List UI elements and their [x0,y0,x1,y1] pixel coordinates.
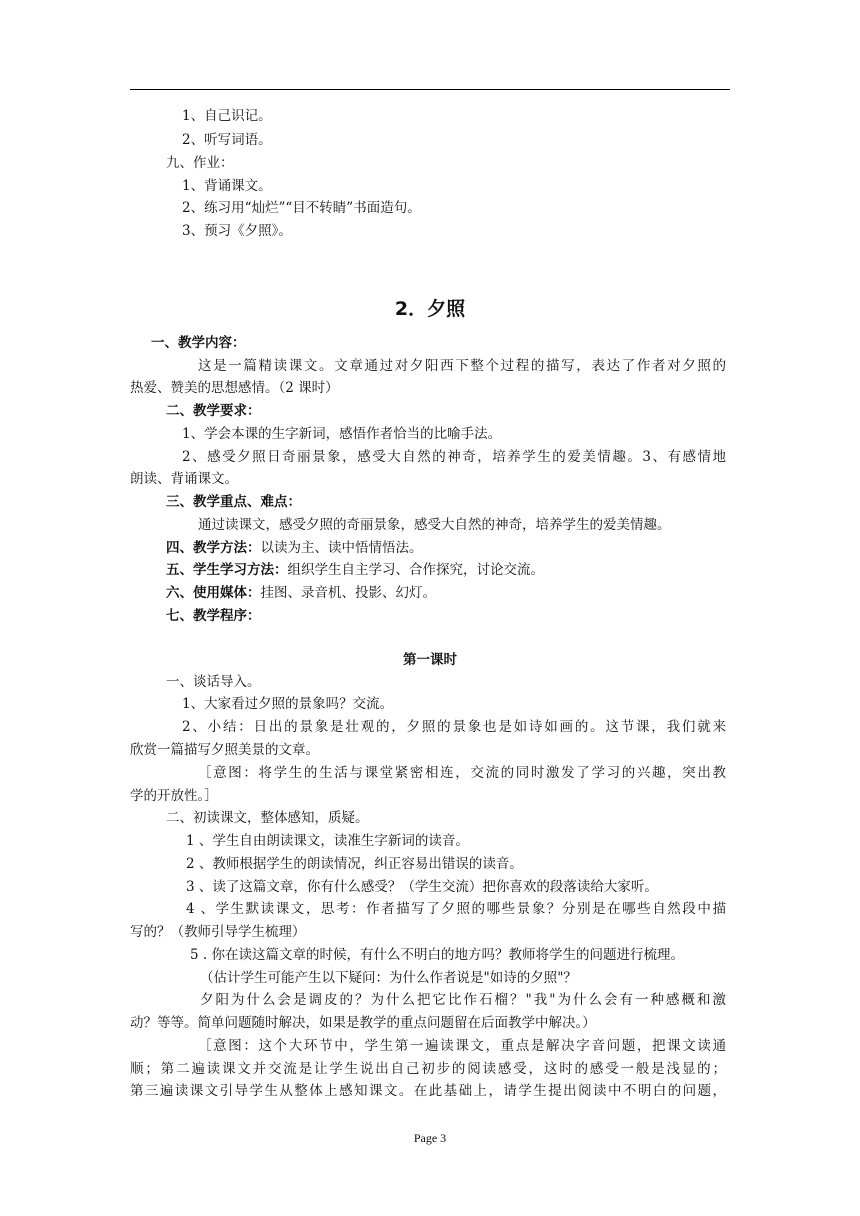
list-item: 2 、教师根据学生的朗读情况，纠正容易出错误的读音。 [186,856,523,872]
list-item: 1、学会本课的生字新词，感悟作者恰当的比喻手法。 [182,426,502,442]
list-item: 2、感受夕照日奇丽景象，感受大自然的神奇，培养学生的爱美情趣。3、有感情地 [182,449,726,465]
list-item: 3、预习《夕照》。 [182,223,292,239]
section-row [166,583,436,603]
list-item: 5 . 你在读这篇文章的时候，有什么不明白的地方吗？教师将学生的问题进行梳理。 [190,947,684,963]
list-item: 4 、学生默读课文，思考：作者描写了夕照的哪些景象？分别是在哪些自然段中描 [186,901,726,917]
page-number: Page 3 [413,1131,447,1145]
paragraph-line: 1、大家看过夕照的景象吗？交流。 [182,696,394,712]
paragraph-line: 第三遍读课文引导学生从整体上感知课文。在此基础上，请学生提出阅读中不明白的问题， [130,1083,726,1099]
section-body: 以读为主、读中悟情悟法。 [260,540,423,556]
paragraph-line: 朗读、背诵课文。 [130,471,238,487]
section-heading: 二、教学要求： [166,403,261,419]
paragraph-line: 欣赏一篇描写夕照美景的文章。 [130,742,319,758]
header-rule [130,89,730,90]
list-item: 1、自己识记。 [182,108,272,124]
list-item: 3 、读了这篇文章，你有什么感受？（学生交流）把你喜欢的段落读给大家听。 [186,879,658,895]
lesson-title: 2．夕照 [394,298,466,320]
homework-heading: 九、作业： [166,155,234,171]
section-row [166,538,423,558]
paragraph-line: 学的开放性。］ [130,788,218,804]
paragraph-line: 顺；第二遍读课文并交流是让学生说出自己初步的阅读感受，这时的感受一般是浅显的； [130,1061,726,1077]
section-body: 组织学生自主学习、合作探究，讨论交流。 [287,562,544,578]
paragraph-line: 这是一篇精读课文。文章通过对夕阳西下整个过程的描写，表达了作者对夕照的 [198,358,726,374]
section-heading: 三、教学重点、难点： [166,494,301,510]
paragraph-line: 热爱、赞美的思想感情。（2 课时） [130,380,339,396]
paragraph-line: ［意图：这个大环节中，学生第一遍读课文，重点是解决字音问题，把课文读通 [198,1038,726,1054]
paragraph-line: 一、谈话导入。 [166,674,261,690]
list-item: 1 、学生自由朗读课文，读准生字新词的读音。 [186,833,469,849]
section-heading: 五、学生学习方法： [166,562,288,578]
paragraph-line: 动？等等。简单问题随时解决，如果是教学的重点问题留在后面教学中解决。） [130,1015,596,1031]
paragraph-line: 二、初读课文，整体感知，质疑。 [166,810,369,826]
section-row [166,560,544,580]
paragraph-line: （估计学生可能产生以下疑问：为什么作者说是"如诗的夕照"？ [200,970,577,986]
section-heading: 四、教学方法： [166,540,261,556]
paragraph-line: 夕阳为什么会是调皮的？为什么把它比作石榴？"我"为什么会有一种感概和激 [200,992,726,1008]
paragraph-line: 通过读课文，感受夕照的奇丽景象，感受大自然的神奇，培养学生的爱美情趣。 [198,517,671,533]
section-body: 挂图、录音机、投影、幻灯。 [260,585,436,601]
list-item: 1、背诵课文。 [182,178,272,194]
paragraph-line: 2、小结：日出的景象是壮观的，夕照的景象也是如诗如画的。这节课，我们就来 [182,719,726,735]
section-heading: 七、教学程序： [166,608,261,624]
period-title: 第一课时 [403,652,457,668]
list-item: 2、练习用“灿烂”“目不转睛”书面造句。 [182,200,421,216]
list-item: 2、听写词语。 [182,132,272,148]
section-heading: 六、使用媒体： [166,585,261,601]
paragraph-line: 写的？（教师引导学生梳理） [130,924,306,940]
section-heading: 一、教学内容： [151,335,246,351]
paragraph-line: ［意图：将学生的生活与课堂紧密相连，交流的同时激发了学习的兴趣，突出教 [198,765,726,781]
